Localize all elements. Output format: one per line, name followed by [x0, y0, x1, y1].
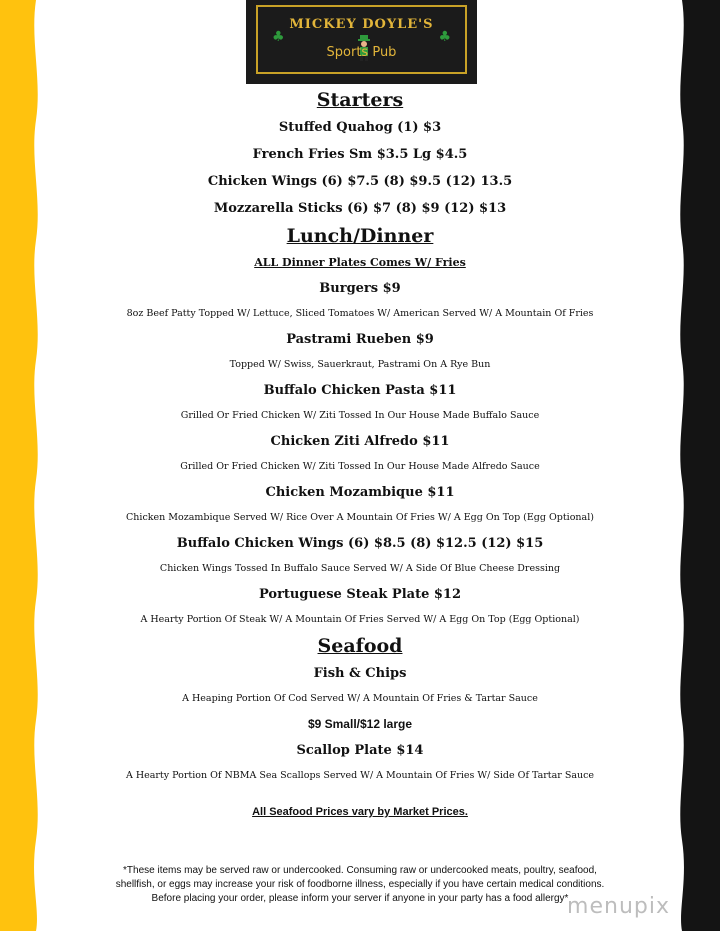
logo-name: MICKEY DOYLE'S	[289, 17, 434, 32]
menu-item-description: Chicken Mozambique Served W/ Rice Over A Mountain Of Fries W/ A Egg On Top (Egg Optional)	[126, 512, 594, 523]
menu-item-name: Buffalo Chicken Pasta $11	[263, 383, 457, 398]
starters-title: Starters	[316, 89, 404, 111]
menu-item-description: Chicken Wings Tossed In Buffalo Sauce Served W/ A Side Of Blue Cheese Dressing	[159, 563, 561, 574]
menu-item-description: A Hearty Portion Of Steak W/ A Mountain Of Fries Served W/ A Egg On Top (Egg Optional)	[140, 614, 580, 625]
starter-item: Mozzarella Sticks (6) $7 (8) $9 (12) $13	[213, 201, 507, 216]
menu-item-description: A Heaping Portion Of Cod Served W/ A Mountain Of Fries & Tartar Sauce	[182, 693, 538, 704]
fish-price: $9 Small/$12 large	[307, 717, 413, 731]
menu-content	[80, 86, 640, 788]
logo-subtitle: Sports Pub	[326, 45, 397, 60]
dinner-plates-note: ALL Dinner Plates Comes W/ Fries	[254, 256, 466, 269]
logo-frame	[256, 5, 467, 74]
shamrock-icon: ♣	[272, 29, 285, 45]
right-black-border	[676, 0, 720, 931]
menu-item-name: Fish & Chips	[313, 666, 407, 681]
menu-item-name: Portuguese Steak Plate $12	[258, 587, 462, 602]
seafood-title: Seafood	[317, 635, 403, 657]
menu-item-description: Grilled Or Fried Chicken W/ Ziti Tossed In Our House Made Alfredo Sauce	[180, 461, 540, 472]
menu-item-description: 8oz Beef Patty Topped W/ Lettuce, Sliced Tomatoes W/ American Served W/ A Mountain Of Fries	[126, 308, 594, 319]
left-yellow-border	[0, 0, 46, 931]
pub-logo	[246, 0, 477, 84]
menu-item-description: Topped W/ Swiss, Sauerkraut, Pastrami On A Rye Bun	[229, 359, 491, 370]
disclaimer-line: Before placing your order, please inform your server if anyone in your party has a food allergy*	[151, 893, 569, 904]
menu-item-name: Scallop Plate $14	[296, 743, 424, 758]
menu-item-name: Burgers $9	[319, 281, 401, 296]
starter-item: Stuffed Quahog (1) $3	[278, 120, 442, 135]
menu-item-name: Chicken Ziti Alfredo $11	[270, 434, 450, 449]
market-price-note: All Seafood Prices vary by Market Prices.	[252, 806, 468, 818]
starter-item: Chicken Wings (6) $7.5 (8) $9.5 (12) 13.5	[207, 174, 513, 189]
shamrock-icon: ♣	[438, 29, 451, 45]
lunch-dinner-title: Lunch/Dinner	[286, 225, 434, 247]
menu-item-name: Buffalo Chicken Wings (6) $8.5 (8) $12.5 (12) $15	[176, 536, 544, 551]
menu-item-description: A Hearty Portion Of NBMA Sea Scallops Served W/ A Mountain Of Fries W/ Side Of Tartar Sauce	[125, 770, 595, 781]
disclaimer-line: *These items may be served raw or undercooked. Consuming raw or undercooked meats, poultry, seafood,	[123, 865, 597, 876]
menupix-watermark: menupix	[567, 894, 670, 919]
disclaimer-line: shellfish, or eggs may increase your risk of foodborne illness, especially if you have certain medical conditions.	[115, 879, 605, 890]
menu-item-description: Grilled Or Fried Chicken W/ Ziti Tossed In Our House Made Buffalo Sauce	[180, 410, 540, 421]
starter-item: French Fries Sm $3.5 Lg $4.5	[252, 147, 468, 162]
food-safety-disclaimer	[110, 864, 610, 906]
menu-item-name: Pastrami Rueben $9	[286, 332, 434, 347]
menu-item-name: Chicken Mozambique $11	[265, 485, 455, 500]
